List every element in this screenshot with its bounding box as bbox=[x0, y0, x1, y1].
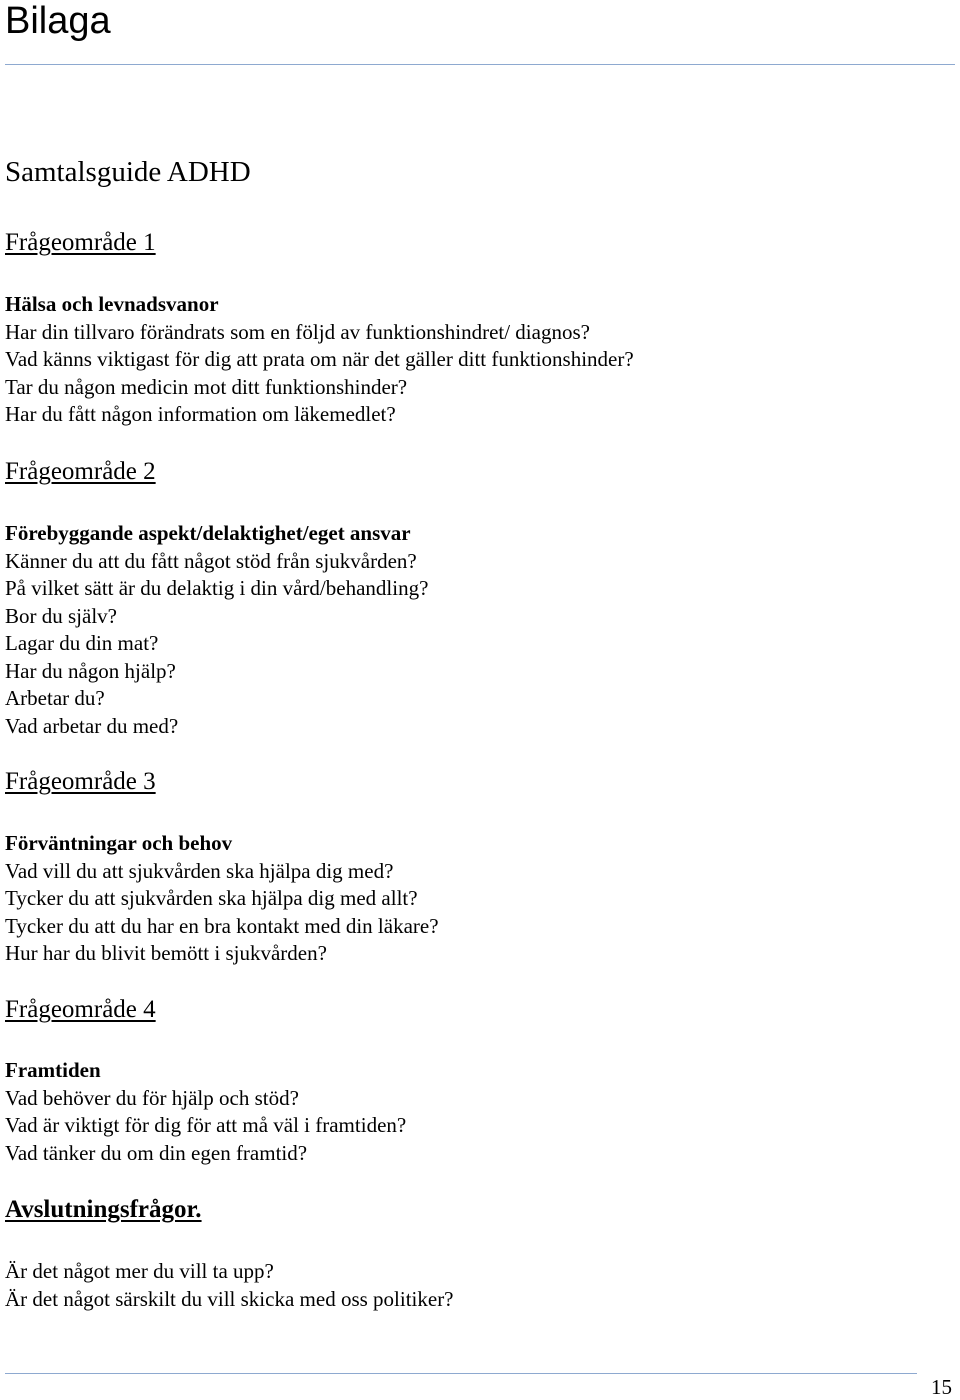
page-number: 15 bbox=[931, 1375, 952, 1399]
section-subheading-3: Förväntningar och behov bbox=[5, 831, 233, 855]
section-subheading-4: Framtiden bbox=[5, 1058, 101, 1082]
section-heading-3: Frågeområde 3 bbox=[5, 768, 156, 795]
section-heading-4: Frågeområde 4 bbox=[5, 996, 156, 1023]
question-item: Är det något mer du vill ta upp? bbox=[5, 1259, 274, 1283]
question-item: Vad arbetar du med? bbox=[5, 713, 179, 738]
section-body-3 bbox=[5, 830, 905, 968]
question-item: Vad är viktigt för dig för att må väl i framtiden? bbox=[5, 1113, 407, 1137]
question-item: Tycker du att du har en bra kontakt med din läkare? bbox=[5, 913, 439, 938]
question-item: Bor du själv? bbox=[5, 603, 117, 628]
section-subheading-2: Förebyggande aspekt/delaktighet/eget ansvar bbox=[5, 521, 411, 545]
question-item: Arbetar du? bbox=[5, 686, 105, 710]
question-item: Vad vill du att sjukvården ska hjälpa dig med? bbox=[5, 858, 394, 883]
question-item: Har din tillvaro förändrats som en följd av funktionshindret/ diagnos? bbox=[5, 319, 590, 344]
question-item: Tycker du att sjukvården ska hjälpa dig med allt? bbox=[5, 886, 418, 910]
question-item: Känner du att du fått något stöd från sjukvården? bbox=[5, 548, 417, 573]
question-item: På vilket sätt är du delaktig i din vård/behandling? bbox=[5, 576, 429, 600]
question-item: Hur har du blivit bemött i sjukvården? bbox=[5, 941, 327, 965]
question-item: Vad behöver du för hjälp och stöd? bbox=[5, 1085, 299, 1110]
section-heading-2: Frågeområde 2 bbox=[5, 458, 156, 485]
header-divider bbox=[5, 64, 955, 65]
section-body-4 bbox=[5, 1057, 905, 1167]
question-item: Är det något särskilt du vill skicka med oss politiker? bbox=[5, 1286, 454, 1311]
section-body-closing bbox=[5, 1258, 905, 1313]
question-item: Har du någon hjälp? bbox=[5, 658, 176, 683]
question-item: Har du fått någon information om läkemedlet? bbox=[5, 402, 396, 426]
question-item: Vad känns viktigast för dig att prata om när det gäller ditt funktionshinder? bbox=[5, 347, 634, 371]
header-title: Bilaga bbox=[5, 0, 111, 42]
section-heading-closing: Avslutningsfrågor. bbox=[5, 1196, 202, 1223]
footer-divider bbox=[5, 1373, 917, 1374]
section-body-1 bbox=[5, 291, 905, 429]
document-title: Samtalsguide ADHD bbox=[5, 156, 251, 188]
question-item: Lagar du din mat? bbox=[5, 631, 159, 655]
section-heading-1: Frågeområde 1 bbox=[5, 229, 156, 256]
question-item: Tar du någon medicin mot ditt funktionshinder? bbox=[5, 374, 408, 399]
section-subheading-1: Hälsa och levnadsvanor bbox=[5, 292, 219, 316]
section-body-2 bbox=[5, 520, 905, 740]
question-item: Vad tänker du om din egen framtid? bbox=[5, 1140, 308, 1165]
